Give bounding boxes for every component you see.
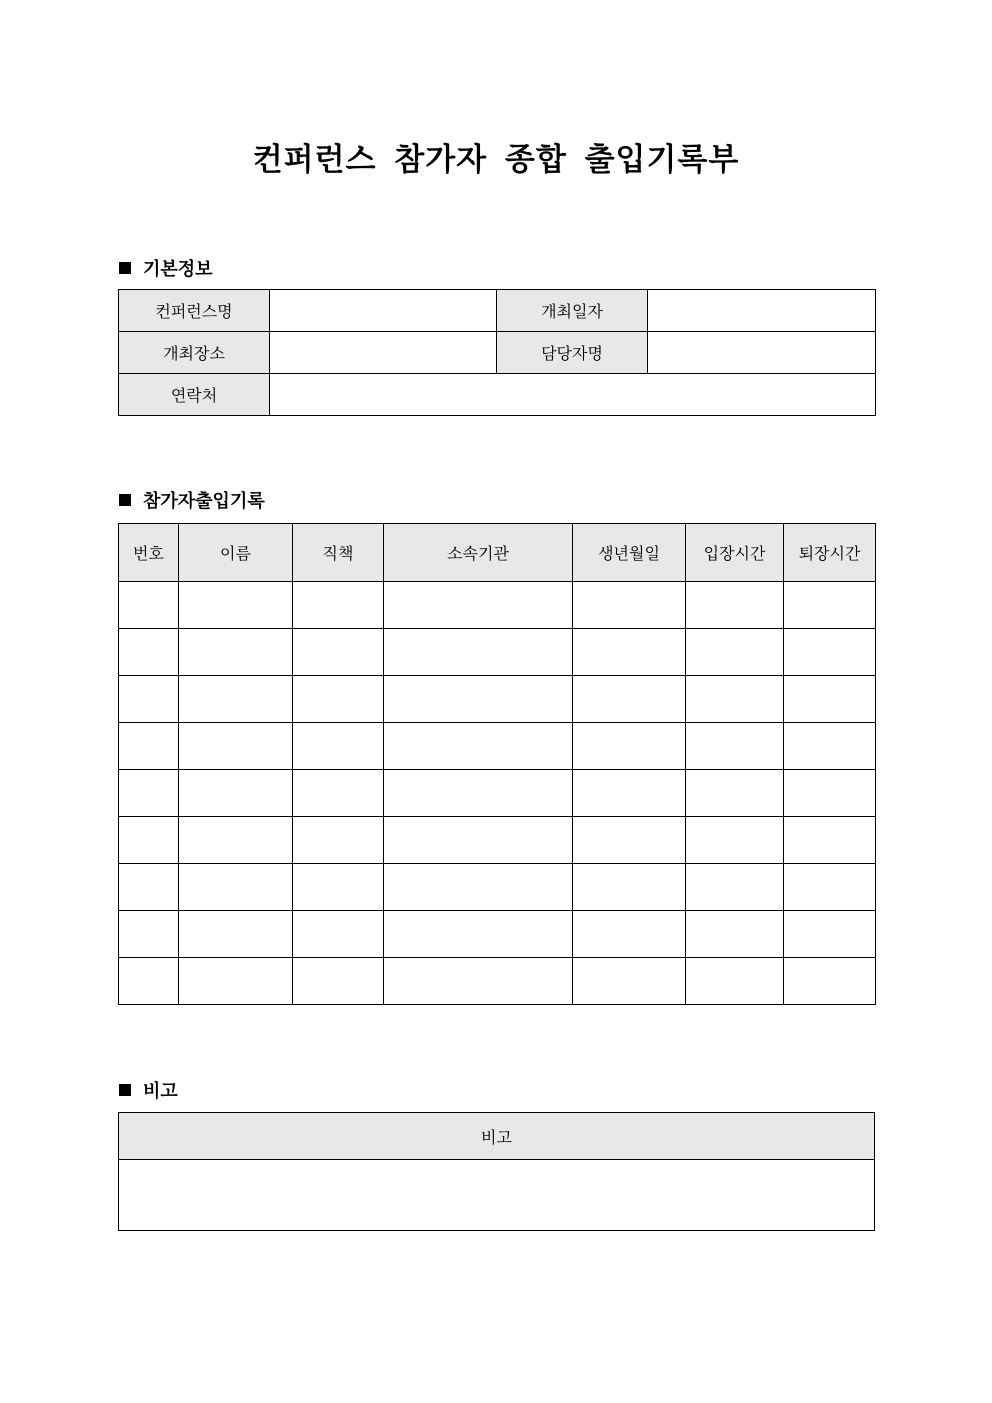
field-conference-name[interactable] [270, 290, 497, 332]
record-cell[interactable] [784, 723, 876, 770]
record-cell[interactable] [784, 582, 876, 629]
column-header: 퇴장시간 [784, 524, 876, 582]
table-row [119, 911, 876, 958]
record-cell[interactable] [686, 770, 784, 817]
field-date[interactable] [648, 290, 876, 332]
column-header: 직책 [293, 524, 384, 582]
record-cell[interactable] [119, 770, 179, 817]
record-cell[interactable] [179, 958, 293, 1005]
record-cell[interactable] [784, 911, 876, 958]
record-cell[interactable] [573, 629, 686, 676]
table-row [119, 723, 876, 770]
records-table [118, 523, 876, 1005]
square-bullet-icon [119, 1084, 131, 1096]
record-cell[interactable] [179, 911, 293, 958]
records-header-row [119, 524, 876, 582]
remarks-field[interactable] [119, 1160, 875, 1231]
record-cell[interactable] [119, 723, 179, 770]
record-cell[interactable] [573, 582, 686, 629]
label-manager: 담당자명 [497, 332, 648, 374]
record-cell[interactable] [573, 864, 686, 911]
field-contact[interactable] [270, 374, 876, 416]
label-date: 개최일자 [497, 290, 648, 332]
section-heading-remarks [119, 1077, 178, 1103]
record-cell[interactable] [293, 723, 384, 770]
record-cell[interactable] [384, 911, 573, 958]
section-heading-label: 참가자출입기록 [143, 491, 265, 512]
record-cell[interactable] [179, 676, 293, 723]
record-cell[interactable] [384, 723, 573, 770]
record-cell[interactable] [293, 817, 384, 864]
basic-info-table [118, 289, 876, 416]
column-header: 번호 [119, 524, 179, 582]
table-row [119, 958, 876, 1005]
record-cell[interactable] [119, 676, 179, 723]
record-cell[interactable] [179, 723, 293, 770]
record-cell[interactable] [179, 582, 293, 629]
record-cell[interactable] [384, 676, 573, 723]
record-cell[interactable] [573, 723, 686, 770]
record-cell[interactable] [119, 911, 179, 958]
record-cell[interactable] [293, 911, 384, 958]
record-cell[interactable] [784, 958, 876, 1005]
record-cell[interactable] [686, 911, 784, 958]
record-cell[interactable] [119, 629, 179, 676]
record-cell[interactable] [686, 864, 784, 911]
record-cell[interactable] [119, 864, 179, 911]
record-cell[interactable] [686, 723, 784, 770]
record-cell[interactable] [293, 582, 384, 629]
page-title: 컨퍼런스 참가자 종합 출입기록부 [252, 142, 740, 178]
record-cell[interactable] [293, 958, 384, 1005]
section-heading-records [119, 487, 265, 513]
record-cell[interactable] [293, 629, 384, 676]
table-row [119, 864, 876, 911]
table-row [119, 817, 876, 864]
record-cell[interactable] [784, 864, 876, 911]
record-cell[interactable] [573, 817, 686, 864]
table-row [119, 582, 876, 629]
field-venue[interactable] [270, 332, 497, 374]
record-cell[interactable] [686, 958, 784, 1005]
column-header: 소속기관 [384, 524, 573, 582]
remarks-header: 비고 [119, 1113, 875, 1160]
column-header: 생년월일 [573, 524, 686, 582]
column-header: 이름 [179, 524, 293, 582]
record-cell[interactable] [293, 864, 384, 911]
record-cell[interactable] [179, 770, 293, 817]
record-cell[interactable] [119, 958, 179, 1005]
record-cell[interactable] [573, 676, 686, 723]
record-cell[interactable] [293, 770, 384, 817]
record-cell[interactable] [179, 864, 293, 911]
remarks-table [118, 1112, 875, 1231]
record-cell[interactable] [686, 817, 784, 864]
record-cell[interactable] [784, 817, 876, 864]
record-cell[interactable] [573, 770, 686, 817]
record-cell[interactable] [784, 770, 876, 817]
record-cell[interactable] [384, 582, 573, 629]
record-cell[interactable] [119, 582, 179, 629]
label-venue: 개최장소 [119, 332, 270, 374]
record-cell[interactable] [573, 958, 686, 1005]
label-contact: 연락처 [119, 374, 270, 416]
label-conference-name: 컨퍼런스명 [119, 290, 270, 332]
record-cell[interactable] [384, 864, 573, 911]
record-cell[interactable] [179, 629, 293, 676]
section-heading-label: 기본정보 [143, 259, 213, 280]
table-row [119, 629, 876, 676]
record-cell[interactable] [179, 817, 293, 864]
square-bullet-icon [119, 494, 131, 506]
section-heading-label: 비고 [143, 1081, 178, 1102]
column-header: 입장시간 [686, 524, 784, 582]
record-cell[interactable] [573, 911, 686, 958]
record-cell[interactable] [293, 676, 384, 723]
record-cell[interactable] [686, 582, 784, 629]
record-cell[interactable] [384, 817, 573, 864]
section-heading-basic [119, 255, 213, 281]
record-cell[interactable] [119, 817, 179, 864]
record-cell[interactable] [784, 676, 876, 723]
record-cell[interactable] [384, 770, 573, 817]
record-cell[interactable] [686, 629, 784, 676]
field-manager[interactable] [648, 332, 876, 374]
table-row [119, 676, 876, 723]
record-cell[interactable] [686, 676, 784, 723]
record-cell[interactable] [384, 629, 573, 676]
table-row [119, 770, 876, 817]
record-cell[interactable] [784, 629, 876, 676]
square-bullet-icon [119, 262, 131, 274]
record-cell[interactable] [384, 958, 573, 1005]
